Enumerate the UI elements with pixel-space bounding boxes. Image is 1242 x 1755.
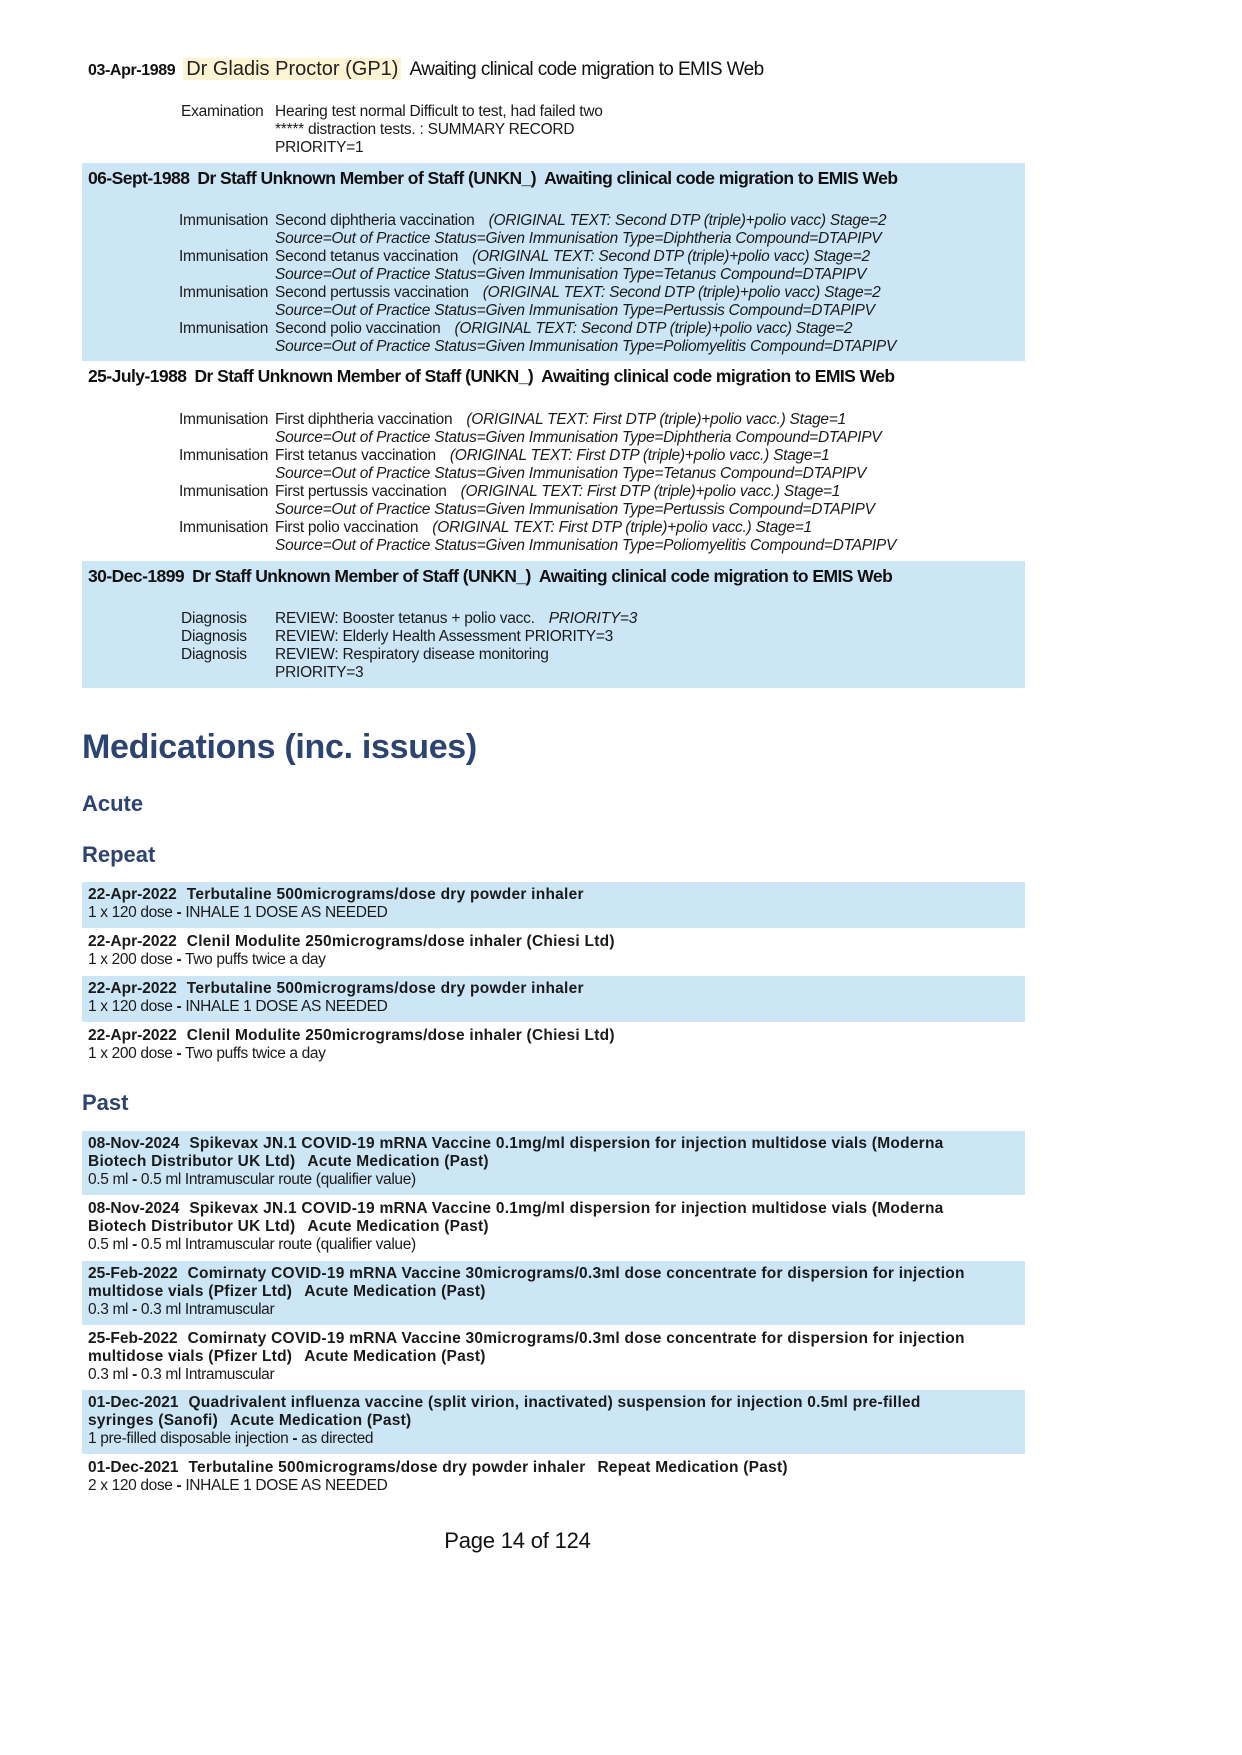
consultation-status: Awaiting clinical code migration to EMIS Web (538, 566, 893, 586)
medication-quantity: 1 x 200 dose (88, 1045, 173, 1062)
consultation-entries (181, 103, 603, 157)
record-entry (181, 103, 603, 157)
record-entry (181, 646, 637, 682)
medication-date: 01-Dec-2021 (88, 1459, 179, 1476)
medication-type: Repeat Medication (Past) (597, 1459, 788, 1476)
medication-item: 08-Nov-2024 Spikevax JN.1 COVID-19 mRNA Vaccine 0.1mg/ml dispersion for injection multidose vials (Moderna Biotech Distributor UK Ltd) Acute Medication (Past) 0.5 ml - 0.5 ml Intramuscular route (qualifier value) (88, 1200, 944, 1253)
medication-name: Terbutaline 500micrograms/dose dry powder inhaler (186, 886, 584, 903)
medication-instructions: 0.5 ml Intramuscular route (qualifier value) (140, 1171, 416, 1188)
consultation-date: 30-Dec-1899 (88, 566, 185, 586)
entry-original-text: (ORIGINAL TEXT: First DTP (triple)+polio vacc.) Stage=1 (460, 483, 841, 500)
entry-kind: Immunisation (179, 284, 269, 301)
medication-date: 01-Dec-2021 (88, 1394, 179, 1411)
record-entry (179, 519, 896, 555)
entry-text: First polio vaccination (275, 519, 419, 536)
entry-kind: Immunisation (179, 519, 269, 536)
medication-name: Spikevax JN.1 COVID-19 mRNA Vaccine 0.1mg/ml dispersion for injection multidose vials (Moderna (189, 1135, 944, 1152)
medication-name: Terbutaline 500micrograms/dose dry powder inhaler (186, 980, 584, 997)
medication-name: Spikevax JN.1 COVID-19 mRNA Vaccine 0.1mg/ml dispersion for injection multidose vials (Moderna (189, 1200, 944, 1217)
medication-type: Acute Medication (Past) (307, 1153, 489, 1170)
medication-name: Comirnaty COVID-19 mRNA Vaccine 30micrograms/0.3ml dose concentrate for dispersion for injection (187, 1265, 965, 1282)
entry-text: First tetanus vaccination (275, 447, 436, 464)
page-number: Page 14 of 124 (444, 1528, 591, 1553)
entry-text: REVIEW: Booster tetanus + polio vacc. (275, 610, 535, 627)
medication-quantity: 0.3 ml (88, 1366, 129, 1383)
record-entry (179, 284, 896, 320)
medication-quantity: 1 x 120 dose (88, 998, 173, 1015)
medication-quantity: 0.5 ml (88, 1236, 129, 1253)
medication-item: 22-Apr-2022 Terbutaline 500micrograms/dose dry powder inhaler 1 x 120 dose - INHALE 1 DOSE AS NEEDED (82, 882, 1025, 928)
consultation-entries (179, 411, 896, 555)
record-entry (179, 248, 896, 284)
record-entry (179, 411, 896, 447)
medication-type: Acute Medication (Past) (304, 1348, 486, 1365)
record-entry (179, 447, 896, 483)
entry-kind: Immunisation (179, 411, 269, 428)
entry-kind: Immunisation (179, 248, 269, 265)
entry-original-text: (ORIGINAL TEXT: First DTP (triple)+polio vacc.) Stage=1 (432, 519, 812, 536)
medication-name: Quadrivalent influenza vaccine (split virion, inactivated) suspension for injection 0.5ml pre-filled (188, 1394, 921, 1411)
entry-text: Second diphtheria vaccination (275, 212, 475, 229)
medication-name-continued: multidose vials (Pfizer Ltd) (88, 1348, 293, 1365)
medication-name-continued: syringes (Sanofi) (88, 1412, 218, 1429)
entry-kind: Examination (181, 103, 264, 120)
entry-original-text: (ORIGINAL TEXT: Second DTP (triple)+polio vacc) Stage=2 (488, 212, 887, 229)
consultation-entries (181, 610, 637, 682)
medication-item: 22-Apr-2022 Clenil Modulite 250micrograms/dose inhaler (Chiesi Ltd) 1 x 200 dose - Two puffs twice a day (88, 933, 615, 968)
entry-continuation: Source=Out of Practice Status=Given Immunisation Type=Poliomyelitis Compound=DTAPIPV (275, 537, 897, 554)
medication-name: Clenil Modulite 250micrograms/dose inhaler (Chiesi Ltd) (186, 1027, 615, 1044)
entry-text: First pertussis vaccination (275, 483, 447, 500)
medication-date: 25-Feb-2022 (88, 1265, 178, 1282)
entry-text: Second tetanus vaccination (275, 248, 459, 265)
entry-continuation: Source=Out of Practice Status=Given Immunisation Type=Pertussis Compound=DTAPIPV (275, 302, 875, 319)
entry-continuation: Source=Out of Practice Status=Given Immunisation Type=Pertussis Compound=DTAPIPV (275, 501, 875, 518)
consultation-entries (179, 212, 896, 356)
repeat-heading: Repeat (82, 842, 156, 867)
medication-quantity: 0.5 ml (88, 1171, 129, 1188)
medication-date: 08-Nov-2024 (88, 1200, 180, 1217)
entry-text: First diphtheria vaccination (275, 411, 453, 428)
medication-name-continued: multidose vials (Pfizer Ltd) (88, 1283, 293, 1300)
medication-item: 25-Feb-2022 Comirnaty COVID-19 mRNA Vaccine 30micrograms/0.3ml dose concentrate for dispersion for injection multidose vials (Pfizer Ltd) Acute Medication (Past) 0.3 ml - 0.3 ml Intramuscular (82, 1261, 1025, 1325)
consultation (82, 55, 1025, 158)
consultation-date: 06-Sept-1988 (88, 168, 190, 188)
consultation (82, 361, 1025, 560)
entry-text: REVIEW: Respiratory disease monitoring (275, 646, 549, 663)
entry-continuation: Source=Out of Practice Status=Given Immunisation Type=Tetanus Compound=DTAPIPV (275, 465, 867, 482)
medication-date: 22-Apr-2022 (88, 1027, 177, 1044)
medication-item: 01-Dec-2021 Quadrivalent influenza vaccine (split virion, inactivated) suspension for injection 0.5ml pre-filled syringes (Sanofi) Acute Medication (Past) 1 pre-filled disposable injection - as directed (82, 1390, 1025, 1454)
medication-date: 08-Nov-2024 (88, 1135, 180, 1152)
medication-instructions: 0.3 ml Intramuscular (140, 1301, 275, 1318)
medication-quantity: 1 x 120 dose (88, 904, 173, 921)
consultation-status: Awaiting clinical code migration to EMIS Web (541, 366, 895, 386)
record-entry (181, 628, 637, 646)
record-entry (179, 212, 896, 248)
medication-quantity: 2 x 120 dose (88, 1477, 173, 1494)
medication-item: 08-Nov-2024 Spikevax JN.1 COVID-19 mRNA Vaccine 0.1mg/ml dispersion for injection multidose vials (Moderna Biotech Distributor UK Ltd) Acute Medication (Past) 0.5 ml - 0.5 ml Intramuscular route (qualifier value) (82, 1131, 1025, 1195)
consultation-author[interactable]: Dr Staff Unknown Member of Staff (UNKN_) (192, 566, 531, 586)
entry-text: Hearing test normal Difficult to test, had failed two (275, 103, 603, 120)
medication-item: 22-Apr-2022 Clenil Modulite 250micrograms/dose inhaler (Chiesi Ltd) 1 x 200 dose - Two puffs twice a day (88, 1027, 615, 1062)
medication-type: Acute Medication (Past) (230, 1412, 412, 1429)
record-entry (181, 610, 637, 628)
entry-original-text: (ORIGINAL TEXT: First DTP (triple)+polio vacc.) Stage=1 (466, 411, 846, 428)
entry-continuation: PRIORITY=3 (275, 664, 364, 681)
medication-type: Acute Medication (Past) (307, 1218, 489, 1235)
medication-instructions: INHALE 1 DOSE AS NEEDED (185, 1477, 388, 1494)
record-entry (179, 483, 896, 519)
entry-priority: PRIORITY=3 (548, 610, 638, 627)
consultation-header (88, 566, 892, 587)
entry-text: Second pertussis vaccination (275, 284, 469, 301)
consultation-status: Awaiting clinical code migration to EMIS Web (544, 168, 898, 188)
entry-kind: Immunisation (179, 447, 269, 464)
medication-name: Clenil Modulite 250micrograms/dose inhaler (Chiesi Ltd) (186, 933, 615, 950)
entry-original-text: (ORIGINAL TEXT: Second DTP (triple)+polio vacc) Stage=2 (482, 284, 881, 301)
consultation-author[interactable]: Dr Staff Unknown Member of Staff (UNKN_) (197, 168, 537, 188)
consultation-header (88, 168, 897, 189)
medication-quantity: 0.3 ml (88, 1301, 129, 1318)
medication-item: 25-Feb-2022 Comirnaty COVID-19 mRNA Vaccine 30micrograms/0.3ml dose concentrate for dispersion for injection multidose vials (Pfizer Ltd) Acute Medication (Past) 0.3 ml - 0.3 ml Intramuscular (88, 1330, 965, 1383)
medication-item: 22-Apr-2022 Terbutaline 500micrograms/dose dry powder inhaler 1 x 120 dose - INHALE 1 DOSE AS NEEDED (82, 976, 1025, 1022)
medications-heading: Medications (inc. issues) (82, 728, 477, 766)
consultation-date: 03-Apr-1989 (88, 62, 176, 79)
medication-name: Comirnaty COVID-19 mRNA Vaccine 30micrograms/0.3ml dose concentrate for dispersion for injection (187, 1330, 965, 1347)
consultation-header (88, 366, 895, 387)
medication-instructions: INHALE 1 DOSE AS NEEDED (185, 998, 388, 1015)
entry-kind: Immunisation (179, 320, 269, 337)
consultation (82, 163, 1025, 361)
medication-instructions: 0.5 ml Intramuscular route (qualifier value) (140, 1236, 416, 1253)
medication-name: Terbutaline 500micrograms/dose dry powder inhaler (188, 1459, 586, 1476)
medication-instructions: Two puffs twice a day (185, 1045, 326, 1062)
medication-quantity: 1 pre-filled disposable injection (88, 1430, 289, 1447)
entry-continuation: Source=Out of Practice Status=Given Immunisation Type=Poliomyelitis Compound=DTAPIPV (275, 338, 897, 355)
entry-continuation: Source=Out of Practice Status=Given Immunisation Type=Diphtheria Compound=DTAPIPV (275, 429, 882, 446)
medication-type: Acute Medication (Past) (304, 1283, 486, 1300)
entry-continuation: ***** distraction tests. : SUMMARY RECORD (275, 121, 575, 138)
medication-instructions: INHALE 1 DOSE AS NEEDED (185, 904, 388, 921)
entry-continuation: Source=Out of Practice Status=Given Immunisation Type=Tetanus Compound=DTAPIPV (275, 266, 867, 283)
medication-quantity: 1 x 200 dose (88, 951, 173, 968)
entry-kind: Diagnosis (181, 646, 247, 663)
entry-continuation: Source=Out of Practice Status=Given Immunisation Type=Diphtheria Compound=DTAPIPV (275, 230, 882, 247)
medication-name-continued: Biotech Distributor UK Ltd) (88, 1218, 296, 1235)
entry-kind: Diagnosis (181, 628, 247, 645)
entry-original-text: (ORIGINAL TEXT: Second DTP (triple)+polio vacc) Stage=2 (472, 248, 870, 265)
entry-kind: Immunisation (179, 483, 269, 500)
consultation-author[interactable]: Dr Staff Unknown Member of Staff (UNKN_) (194, 366, 534, 386)
entry-text: REVIEW: Elderly Health Assessment PRIORITY=3 (275, 628, 614, 645)
consultation-author[interactable]: Dr Gladis Proctor (GP1) (183, 58, 401, 80)
entry-continuation: PRIORITY=1 (275, 139, 364, 156)
entry-kind: Immunisation (179, 212, 269, 229)
medication-date: 22-Apr-2022 (88, 933, 177, 950)
consultation-header (88, 58, 764, 81)
past-heading: Past (82, 1090, 129, 1115)
entry-kind: Diagnosis (181, 610, 247, 627)
consultation (82, 561, 1025, 688)
medication-instructions: 0.3 ml Intramuscular (140, 1366, 275, 1383)
medication-name-continued: Biotech Distributor UK Ltd) (88, 1153, 296, 1170)
record-entry (179, 320, 896, 356)
entry-original-text: (ORIGINAL TEXT: First DTP (triple)+polio vacc.) Stage=1 (449, 447, 830, 464)
medication-date: 22-Apr-2022 (88, 980, 177, 997)
acute-heading: Acute (82, 791, 144, 816)
medication-instructions: Two puffs twice a day (185, 951, 326, 968)
consultation-status: Awaiting clinical code migration to EMIS Web (409, 59, 764, 80)
medication-date: 25-Feb-2022 (88, 1330, 178, 1347)
consultation-date: 25-July-1988 (88, 366, 187, 386)
medication-item: 01-Dec-2021 Terbutaline 500micrograms/dose dry powder inhaler Repeat Medication (Past) 2 x 120 dose - INHALE 1 DOSE AS NEEDED (88, 1459, 788, 1494)
medication-date: 22-Apr-2022 (88, 886, 177, 903)
entry-original-text: (ORIGINAL TEXT: Second DTP (triple)+polio vacc) Stage=2 (454, 320, 853, 337)
entry-text: Second polio vaccination (275, 320, 441, 337)
medication-instructions: as directed (301, 1430, 374, 1447)
